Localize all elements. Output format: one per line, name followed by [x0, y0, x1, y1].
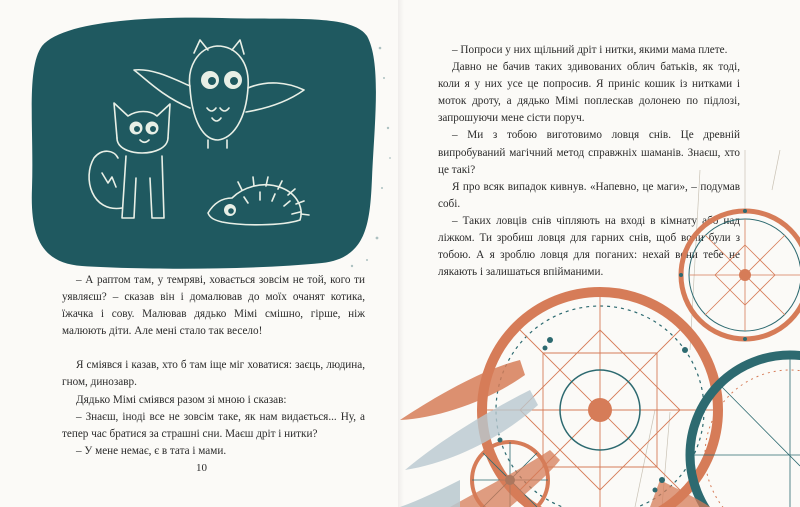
chalkboard — [32, 18, 376, 269]
paragraph: – Ми з тобою виготовимо ловця снів. Це древній випробуваний магічний метод справжніх шаманів. Знаєш, хто це такі? — [438, 129, 740, 176]
paragraph: Я сміявся і казав, хто б там іще міг ховатися: заєць, людина, гном, динозавр. — [62, 359, 365, 389]
paragraph: Дядько Мімі сміявся разом зі мною і сказав: — [76, 393, 287, 406]
paragraph: – Знаєш, іноді все не зовсім таке, як нам видається... Ну, а тепер час братися за страшні сни. Маєш дріт і нитки? — [62, 410, 365, 440]
left-page-text — [62, 272, 365, 460]
paragraph: Давно не бачив таких здивованих облич батьків, як тоді, коли я у них усе це попросив. Я приніс кошик із нитками і моток дроту, а дядько Мімі поплескав долонею по підлозі, запрошуючи мене сісти поруч. — [438, 61, 740, 125]
paragraph: – Попроси у них щільний дріт і нитки, якими мама плете. — [452, 44, 728, 56]
paragraph: Я про всяк випадок кивнув. «Напевно, це маги», – подумав собі. — [438, 180, 740, 210]
dreamcatchers-illustration — [400, 150, 800, 507]
feathers — [400, 360, 710, 507]
paragraph: – У мене немає, є в тата і мами. — [76, 444, 227, 457]
dreamcatcher-teal — [690, 355, 800, 507]
paragraph: – А раптом там, у темряві, ховається зовсім не той, кого ти уявляєш? – сказав він і домалював до моїх очанят котика, їжачка і сову. Малював дядько Мімі смішно, гірше, ніж малюють діти. Але мені стало так весело! — [62, 274, 365, 338]
paragraph: – Таких ловців снів чіпляють на вході в кімнату або над ліжком. Ти зробиш ловця для гарних снів, щоб вони були з тобою. А я зроблю ловця для поганих: нехай вони тебе не лякають і залишаться впійманими. — [438, 214, 740, 279]
chalkboard-illustration — [22, 8, 392, 276]
dreamcatcher-top — [679, 209, 800, 341]
page-number: 10 — [196, 462, 207, 474]
